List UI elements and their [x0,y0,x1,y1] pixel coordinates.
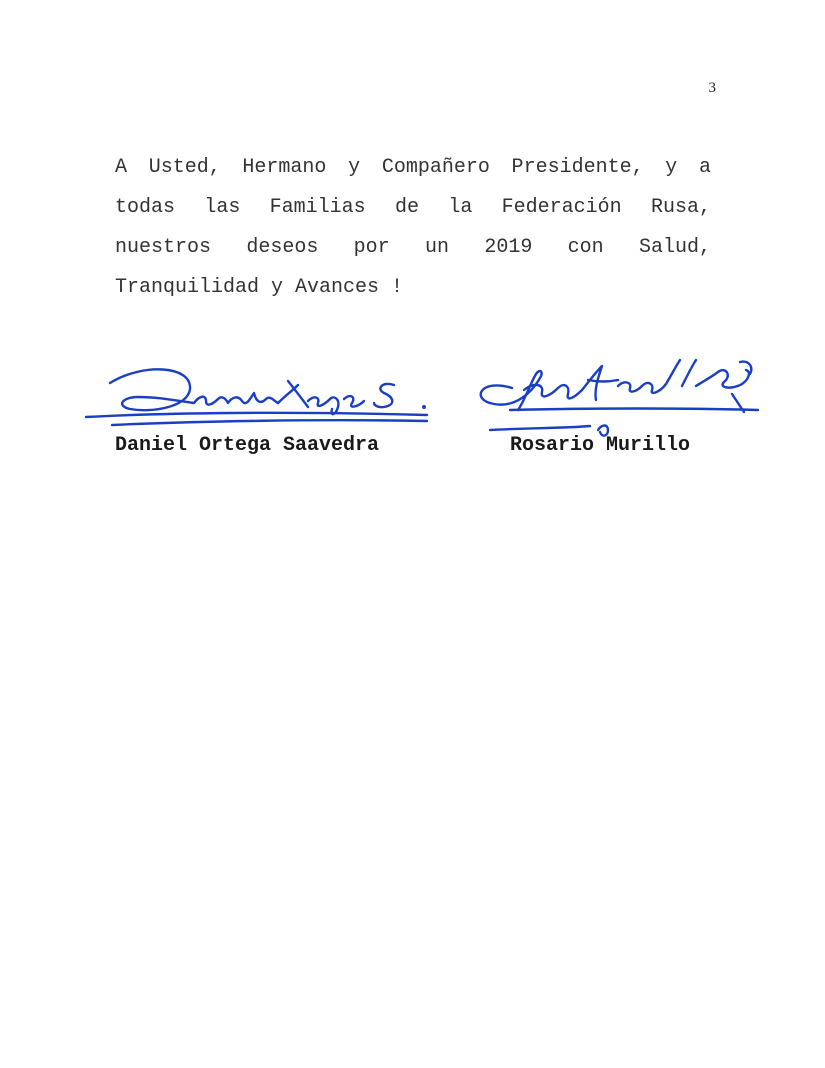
letter-closing-paragraph: A Usted, Hermano y Compañero Presidente, y a todas las Familias de la Federación Rusa, nuestros deseos por un 2019 con Salud, Tranquilidad y Avances ! [115,156,711,299]
signer-name-murillo: Rosario Murillo [510,434,691,457]
signature-murillo [470,338,765,448]
page-number: 3 [708,80,716,96]
signer-name-ortega: Daniel Ortega Saavedra [115,434,380,457]
signature-murillo-ink [470,338,765,448]
signature-ortega-ink [82,355,432,435]
signature-ortega [82,355,432,435]
